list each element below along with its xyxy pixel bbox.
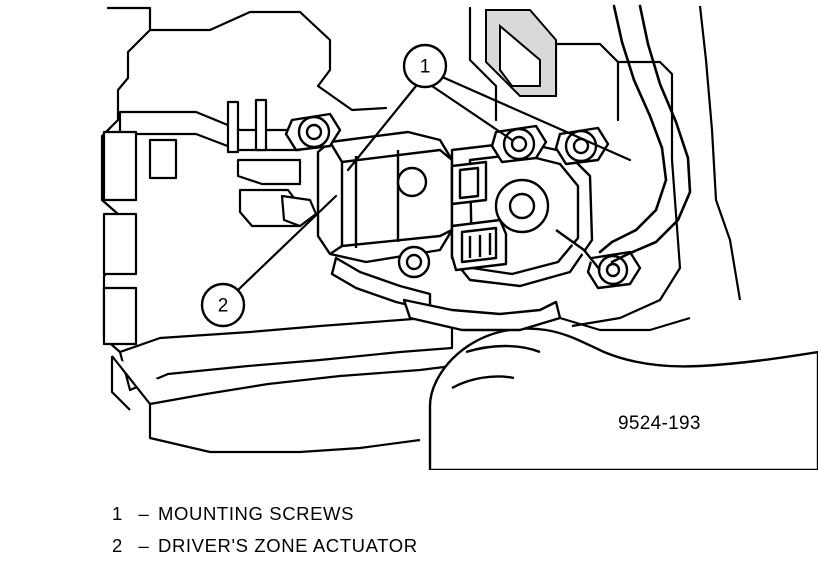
legend-dash: – (138, 503, 150, 524)
left-side-rail (104, 132, 136, 344)
legend-item (112, 535, 612, 557)
legend (112, 503, 612, 567)
callout-2[interactable] (202, 284, 244, 326)
callout-1-label: 1 (419, 56, 431, 78)
legend-item (112, 503, 612, 525)
legend-text: DRIVER'S ZONE ACTUATOR (158, 535, 418, 556)
figure-number: 9524-193 (618, 413, 701, 434)
legend-key: 1 (112, 503, 123, 524)
callout-1[interactable] (404, 45, 446, 87)
callout-2-label: 2 (217, 295, 229, 317)
legend-text: MOUNTING SCREWS (158, 503, 355, 524)
legend-key: 2 (112, 535, 123, 556)
legend-dash: – (138, 535, 150, 556)
